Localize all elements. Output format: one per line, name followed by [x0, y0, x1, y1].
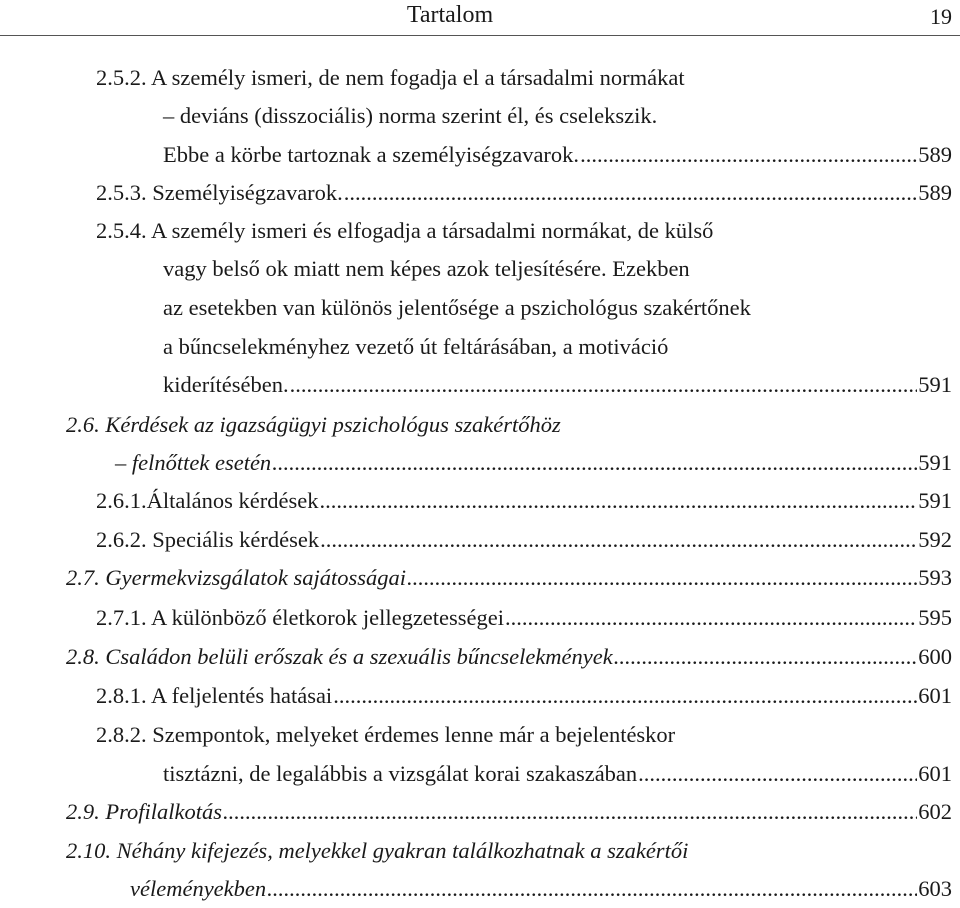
toc-page-number: 603 [918, 876, 952, 901]
toc-entry-2-7[interactable] [66, 561, 952, 595]
dot-leader [319, 484, 917, 518]
toc-page-number: 589 [918, 180, 952, 205]
toc-entry-2-6-line-1: 2.6. Kérdések az igazságügyi pszichológus szakértőhöz [66, 412, 561, 437]
toc-entry-text: tisztázni, de legalábbis a vizsgálat korai szakaszában [163, 761, 638, 786]
dot-leader [344, 176, 917, 210]
toc-page-number: 595 [918, 605, 952, 630]
toc-entry-2-10-line-1: 2.10. Néhány kifejezés, melyekkel gyakran találkozhatnak a szakértői [66, 838, 689, 863]
dot-leader [267, 872, 917, 906]
toc-entry-text: 2.8.1. A feljelentés hatásai [96, 683, 333, 708]
toc-entry-2-9[interactable] [66, 795, 952, 829]
toc-entry-2-6-2[interactable] [96, 523, 952, 557]
toc-entry-2-5-4-line-3: az esetekben van különös jelentősége a pszichológus szakértőnek [163, 295, 751, 320]
toc-page-number: 601 [918, 683, 952, 708]
dot-leader [333, 679, 917, 713]
toc-entry-2-5-2-line-2: – deviáns (disszociális) norma szerint él, és cselekszik. [163, 103, 658, 128]
toc-page-number: 589 [918, 142, 952, 167]
toc-entry-2-8-2-line-1: 2.8.2. Szempontok, melyeket érdemes lenne már a bejelentéskor [96, 722, 676, 747]
toc-entry-2-5-4-line-4: a bűncselekményhez vezető út feltárásában, a motiváció [163, 334, 669, 359]
toc-entry-text: véleményekben [130, 876, 267, 901]
dot-leader [272, 446, 917, 480]
toc-entry-2-5-4-line-5[interactable] [163, 368, 952, 402]
toc-page-number: 601 [918, 761, 952, 786]
page-header [0, 0, 960, 36]
toc-entry-2-5-4-line-2: vagy belső ok miatt nem képes azok teljesítésére. Ezekben [163, 256, 690, 281]
dot-leader [290, 368, 918, 402]
dot-leader [320, 523, 917, 557]
toc-page-number: 600 [918, 644, 952, 669]
toc-page-number: 593 [918, 565, 952, 590]
toc-page-number: 602 [918, 799, 952, 824]
toc-entry-2-5-2-line-3[interactable] [163, 138, 952, 172]
toc-entry-2-5-3[interactable] [96, 176, 952, 210]
page-number: 19 [930, 4, 952, 29]
dot-leader [407, 561, 917, 595]
toc-entry-2-6-line-2[interactable] [115, 446, 952, 480]
toc-entry-2-8-1[interactable] [96, 679, 952, 713]
toc-entry-2-7-1[interactable] [96, 601, 952, 635]
toc-entry-2-8[interactable] [66, 640, 952, 674]
toc-entry-2-10-line-2[interactable] [130, 872, 952, 906]
toc-entry-2-5-4-line-1: 2.5.4. A személy ismeri és elfogadja a társadalmi normákat, de külső [96, 218, 714, 243]
toc-entry-text: 2.6.2. Speciális kérdések [96, 527, 320, 552]
dot-leader [505, 601, 917, 635]
toc-entry-text: kiderítésében. [163, 372, 289, 397]
toc-entry-text: 2.7.1. A különböző életkorok jellegzetességei [96, 605, 505, 630]
toc-entry-text: – felnőttek esetén [115, 450, 272, 475]
toc-entry-text: 2.9. Profilalkotás [66, 799, 223, 824]
dot-leader [638, 757, 917, 791]
toc-page-number: 591 [918, 450, 952, 475]
toc-entry-2-5-2-line-1: 2.5.2. A személy ismeri, de nem fogadja el a társadalmi normákat [96, 65, 685, 90]
toc-entry-text: Ebbe a körbe tartoznak a személyiségzavarok. [163, 142, 580, 167]
toc-entry-text: 2.5.3. Személyiségzavarok. [96, 180, 343, 205]
toc-page-number: 591 [918, 372, 952, 397]
dot-leader [580, 138, 917, 172]
running-title: Tartalom [406, 2, 494, 28]
header-rule [0, 35, 960, 36]
toc-entry-text: 2.6.1.Általános kérdések [96, 488, 319, 513]
dot-leader [614, 640, 917, 674]
toc-entry-2-6-1[interactable] [96, 484, 952, 518]
toc-page-number: 592 [918, 527, 952, 552]
toc-entry-text: 2.7. Gyermekvizsgálatok sajátosságai [66, 565, 406, 590]
dot-leader [223, 795, 917, 829]
toc-page-number: 591 [918, 488, 952, 513]
toc-entry-2-8-2-line-2[interactable] [163, 757, 952, 791]
toc-entry-text: 2.8. Családon belüli erőszak és a szexuális bűncselekmények [66, 644, 613, 669]
